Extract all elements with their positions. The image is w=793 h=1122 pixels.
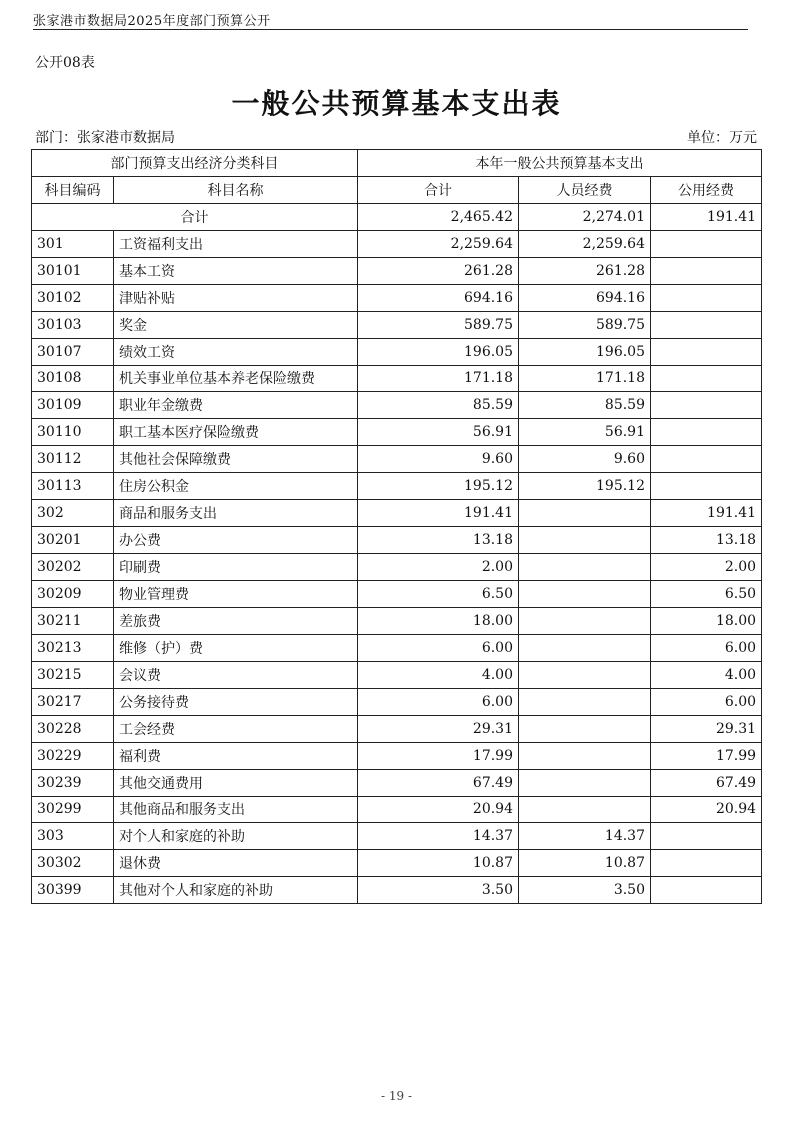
row-code: 303 <box>32 823 114 850</box>
row-name: 住房公积金 <box>114 473 358 500</box>
row-code: 30112 <box>32 446 114 473</box>
row-total: 6.00 <box>358 688 519 715</box>
table-row <box>32 338 762 365</box>
row-total: 14.37 <box>358 823 519 850</box>
row-name: 绩效工资 <box>114 338 358 365</box>
header-personnel: 人员经费 <box>519 176 651 203</box>
row-total: 589.75 <box>358 311 519 338</box>
row-code: 30399 <box>32 877 114 904</box>
table-row <box>32 742 762 769</box>
header-total: 合计 <box>358 176 519 203</box>
row-name: 差旅费 <box>114 607 358 634</box>
table-row <box>32 661 762 688</box>
row-name: 其他社会保障缴费 <box>114 446 358 473</box>
row-total: 85.59 <box>358 392 519 419</box>
row-total: 9.60 <box>358 446 519 473</box>
row-personnel <box>519 607 651 634</box>
page-title: 一般公共预算基本支出表 <box>231 87 562 120</box>
row-total: 2.00 <box>358 554 519 581</box>
row-total: 6.50 <box>358 581 519 608</box>
row-public <box>651 850 762 877</box>
header-public: 公用经费 <box>651 176 762 203</box>
row-total: 13.18 <box>358 527 519 554</box>
row-total: 17.99 <box>358 742 519 769</box>
row-code: 30108 <box>32 365 114 392</box>
row-name: 商品和服务支出 <box>114 500 358 527</box>
row-personnel <box>519 742 651 769</box>
row-name: 工会经费 <box>114 715 358 742</box>
row-public: 18.00 <box>651 607 762 634</box>
row-public: 17.99 <box>651 742 762 769</box>
row-public <box>651 446 762 473</box>
header-group-right: 本年一般公共预算基本支出 <box>358 150 762 177</box>
row-code: 302 <box>32 500 114 527</box>
row-personnel: 10.87 <box>519 850 651 877</box>
row-personnel <box>519 796 651 823</box>
row-total: 6.00 <box>358 634 519 661</box>
row-name: 其他商品和服务支出 <box>114 796 358 823</box>
row-name: 基本工资 <box>114 257 358 284</box>
row-personnel: 171.18 <box>519 365 651 392</box>
row-name: 其他对个人和家庭的补助 <box>114 877 358 904</box>
row-total: 67.49 <box>358 769 519 796</box>
table-row <box>32 796 762 823</box>
table-row <box>32 419 762 446</box>
row-name: 对个人和家庭的补助 <box>114 823 358 850</box>
row-personnel: 56.91 <box>519 419 651 446</box>
row-total: 191.41 <box>358 500 519 527</box>
row-code: 30109 <box>32 392 114 419</box>
row-total: 18.00 <box>358 607 519 634</box>
row-public: 20.94 <box>651 796 762 823</box>
row-code: 30103 <box>32 311 114 338</box>
row-public: 6.50 <box>651 581 762 608</box>
row-personnel: 195.12 <box>519 473 651 500</box>
row-code: 30239 <box>32 769 114 796</box>
row-public: 67.49 <box>651 769 762 796</box>
table-row <box>32 607 762 634</box>
header-name: 科目名称 <box>114 176 358 203</box>
table-header-row-2 <box>32 176 762 203</box>
row-total: 196.05 <box>358 338 519 365</box>
table-row <box>32 527 762 554</box>
row-total: 261.28 <box>358 257 519 284</box>
row-code: 30228 <box>32 715 114 742</box>
table-row <box>32 284 762 311</box>
unit-label: 单位：万元 <box>687 130 757 146</box>
table-row <box>32 500 762 527</box>
row-public <box>651 338 762 365</box>
table-code: 公开08表 <box>35 55 95 71</box>
table-row <box>32 877 762 904</box>
row-public <box>651 257 762 284</box>
table-row <box>32 230 762 257</box>
row-personnel: 14.37 <box>519 823 651 850</box>
table-row <box>32 769 762 796</box>
table-row <box>32 850 762 877</box>
row-code: 30302 <box>32 850 114 877</box>
row-code: 301 <box>32 230 114 257</box>
row-name: 福利费 <box>114 742 358 769</box>
table-row <box>32 581 762 608</box>
row-code: 30113 <box>32 473 114 500</box>
total-label: 合计 <box>32 203 358 230</box>
table-row <box>32 823 762 850</box>
row-code: 30213 <box>32 634 114 661</box>
row-total: 2,259.64 <box>358 230 519 257</box>
header-group-left: 部门预算支出经济分类科目 <box>32 150 358 177</box>
row-public <box>651 284 762 311</box>
row-public <box>651 230 762 257</box>
total-amount: 2,465.42 <box>358 203 519 230</box>
row-name: 津贴补贴 <box>114 284 358 311</box>
row-total: 3.50 <box>358 877 519 904</box>
page-number: - 19 - <box>380 1089 412 1103</box>
total-public: 191.41 <box>651 203 762 230</box>
row-name: 机关事业单位基本养老保险缴费 <box>114 365 358 392</box>
table-row <box>32 446 762 473</box>
row-total: 171.18 <box>358 365 519 392</box>
row-personnel <box>519 500 651 527</box>
table-row <box>32 473 762 500</box>
header-text: 张家港市数据局2025年度部门预算公开 <box>33 14 271 29</box>
row-public <box>651 473 762 500</box>
row-personnel: 85.59 <box>519 392 651 419</box>
table-row <box>32 715 762 742</box>
row-total: 56.91 <box>358 419 519 446</box>
row-personnel: 3.50 <box>519 877 651 904</box>
row-public: 6.00 <box>651 634 762 661</box>
row-code: 30102 <box>32 284 114 311</box>
total-personnel: 2,274.01 <box>519 203 651 230</box>
row-name: 职业年金缴费 <box>114 392 358 419</box>
table-row <box>32 311 762 338</box>
row-name: 会议费 <box>114 661 358 688</box>
row-code: 30299 <box>32 796 114 823</box>
row-personnel <box>519 715 651 742</box>
row-code: 30202 <box>32 554 114 581</box>
table-row <box>32 392 762 419</box>
row-total: 195.12 <box>358 473 519 500</box>
row-name: 办公费 <box>114 527 358 554</box>
row-code: 30229 <box>32 742 114 769</box>
row-personnel <box>519 581 651 608</box>
row-personnel: 589.75 <box>519 311 651 338</box>
row-name: 职工基本医疗保险缴费 <box>114 419 358 446</box>
page-header <box>33 5 748 30</box>
row-personnel <box>519 527 651 554</box>
table-row <box>32 634 762 661</box>
row-public <box>651 823 762 850</box>
row-public <box>651 392 762 419</box>
row-name: 维修（护）费 <box>114 634 358 661</box>
row-public: 4.00 <box>651 661 762 688</box>
row-personnel <box>519 688 651 715</box>
row-personnel <box>519 554 651 581</box>
row-public <box>651 365 762 392</box>
table-row <box>32 257 762 284</box>
row-total: 4.00 <box>358 661 519 688</box>
row-name: 印刷费 <box>114 554 358 581</box>
row-public: 6.00 <box>651 688 762 715</box>
row-code: 30211 <box>32 607 114 634</box>
row-public: 191.41 <box>651 500 762 527</box>
table-header-row-1 <box>32 150 762 177</box>
budget-table <box>31 149 762 904</box>
row-public: 29.31 <box>651 715 762 742</box>
row-code: 30215 <box>32 661 114 688</box>
row-name: 奖金 <box>114 311 358 338</box>
row-code: 30101 <box>32 257 114 284</box>
row-name: 其他交通费用 <box>114 769 358 796</box>
row-code: 30209 <box>32 581 114 608</box>
table-row <box>32 688 762 715</box>
row-personnel <box>519 634 651 661</box>
row-total: 29.31 <box>358 715 519 742</box>
row-public <box>651 877 762 904</box>
row-total: 10.87 <box>358 850 519 877</box>
total-row <box>32 203 762 230</box>
row-total: 20.94 <box>358 796 519 823</box>
row-public: 13.18 <box>651 527 762 554</box>
row-public: 2.00 <box>651 554 762 581</box>
row-personnel <box>519 769 651 796</box>
row-code: 30110 <box>32 419 114 446</box>
row-personnel: 261.28 <box>519 257 651 284</box>
row-code: 30107 <box>32 338 114 365</box>
row-public <box>651 311 762 338</box>
row-code: 30217 <box>32 688 114 715</box>
row-name: 物业管理费 <box>114 581 358 608</box>
row-personnel: 9.60 <box>519 446 651 473</box>
row-name: 工资福利支出 <box>114 230 358 257</box>
row-personnel <box>519 661 651 688</box>
department-label: 部门：张家港市数据局 <box>35 130 175 146</box>
header-code: 科目编码 <box>32 176 114 203</box>
row-name: 公务接待费 <box>114 688 358 715</box>
table-row <box>32 554 762 581</box>
row-personnel: 2,259.64 <box>519 230 651 257</box>
row-public <box>651 419 762 446</box>
row-personnel: 196.05 <box>519 338 651 365</box>
row-name: 退休费 <box>114 850 358 877</box>
row-personnel: 694.16 <box>519 284 651 311</box>
table-row <box>32 365 762 392</box>
row-code: 30201 <box>32 527 114 554</box>
row-total: 694.16 <box>358 284 519 311</box>
